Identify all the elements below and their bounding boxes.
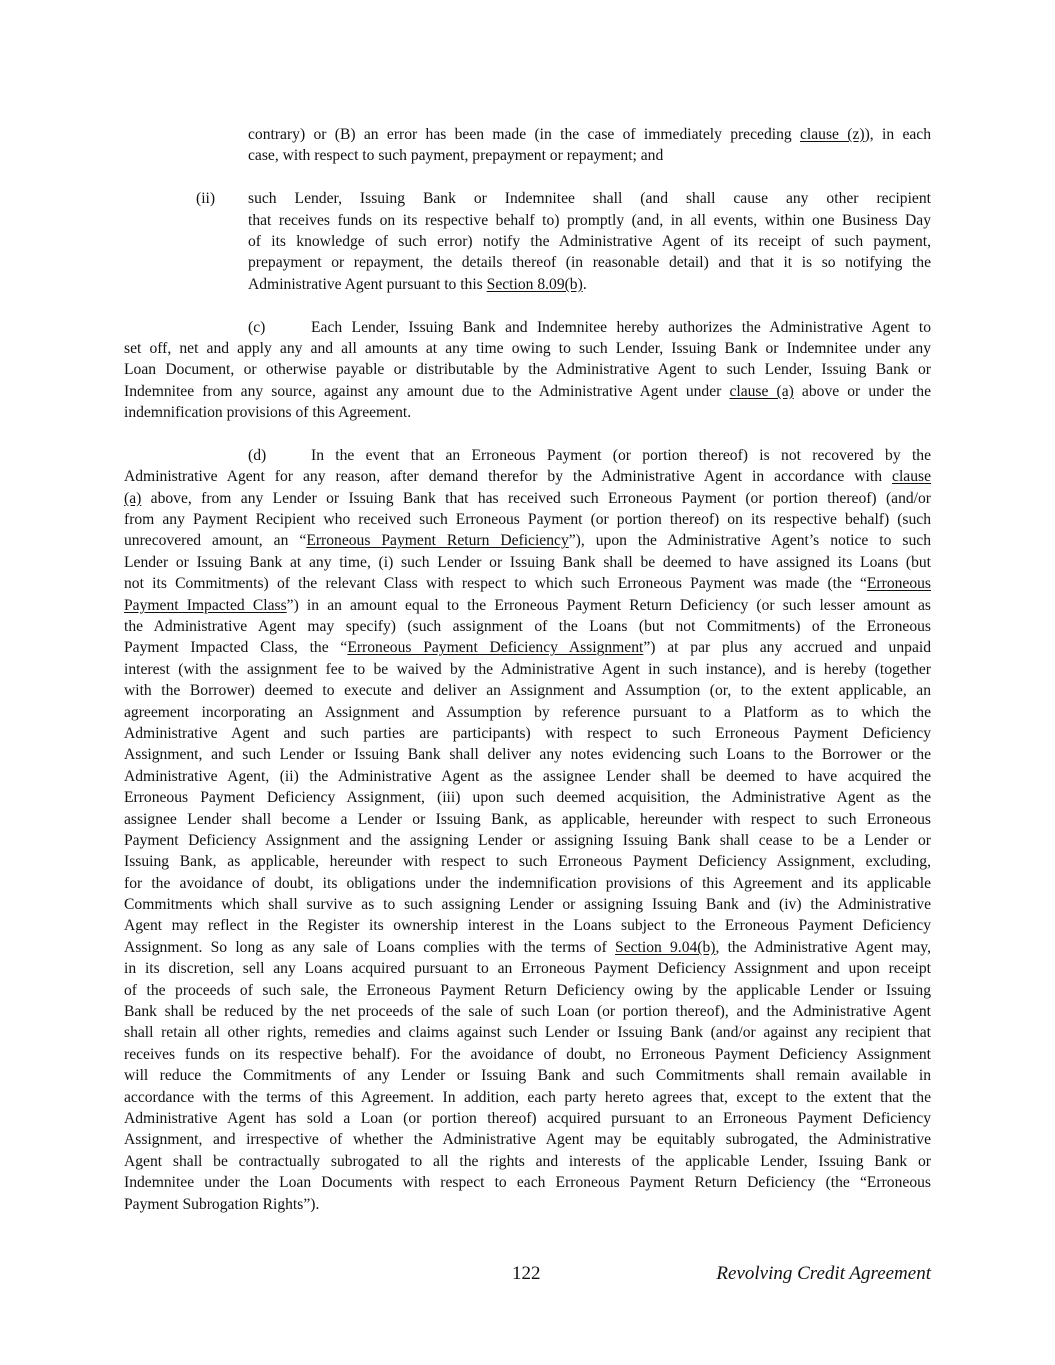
text-run: ”) in an amount equal to the Erroneous Payment Return Deficiency (or such lesser amount as [286, 596, 932, 614]
text-line-body [311, 445, 931, 466]
text-line-body [311, 317, 931, 338]
text-line [124, 659, 931, 680]
text-line [248, 274, 931, 295]
text-line [124, 809, 931, 830]
paragraph-c [124, 317, 931, 424]
text-line [124, 402, 931, 423]
text-line [124, 830, 931, 851]
text-line [124, 702, 931, 723]
text-run: will reduce the Commitments of any Lender or Issuing Bank and such Commitments shall remain available in [124, 1067, 931, 1085]
text-line [124, 530, 931, 551]
text-line [124, 1087, 931, 1108]
text-run: the Administrative Agent may specify) (such assignment of the Loans (but not Commitments) of the Erroneous [124, 617, 931, 635]
text-line [124, 595, 931, 616]
text-run: case, with respect to such payment, prepayment or repayment; and [248, 147, 664, 165]
text-run: from any Payment Recipient who received such Erroneous Payment (or portion thereof) on its respective behalf) (such [124, 511, 931, 529]
text-line [124, 1151, 931, 1172]
text-line [124, 1129, 931, 1150]
text-line [124, 766, 931, 787]
text-run: contrary) or (B) an error has been made (in the case of immediately preceding [248, 126, 800, 143]
text-line [124, 359, 931, 380]
text-run: Assignment, and such Lender or Issuing Bank shall deliver any notes evidencing such Loans to the Borrower or the [124, 746, 931, 764]
text-line [124, 573, 931, 594]
cross-reference: Erroneous [866, 575, 931, 593]
text-run: Assignment. So long as any sale of Loans complies with the terms of [124, 938, 616, 956]
text-run: that receives funds on its respective behalf to) promptly (and, in all events, within one Business Day [248, 211, 931, 229]
text-run: Administrative Agent pursuant to this [248, 275, 487, 293]
document-body [124, 124, 931, 1236]
text-line [124, 1194, 931, 1215]
text-run: In the event that an Erroneous Payment (or portion thereof) is not recovered by the [311, 446, 931, 464]
text-run: above or under the [793, 382, 932, 400]
paragraph [124, 124, 931, 167]
text-line [124, 980, 931, 1001]
cross-reference: Section 9.04(b) [615, 938, 716, 956]
cross-reference: Erroneous Payment Deficiency Assignment [347, 639, 644, 657]
text-run: prepayment or repayment, the details thereof (in reasonable detail) and that it is so notifying the [248, 254, 931, 272]
text-line [124, 787, 931, 808]
text-run: . [582, 275, 587, 293]
text-run: Agent shall be contractually subrogated to all the rights and interests of the applicable Lender, Issuing Bank or [124, 1152, 931, 1170]
text-run: Indemnitee from any source, against any amount due to the Administrative Agent under [124, 382, 730, 400]
text-line [196, 188, 931, 209]
text-run: Administrative Agent has sold a Loan (or portion thereof) acquired pursuant to an Erroneous Payment Deficiency [124, 1109, 931, 1127]
text-line [124, 488, 931, 509]
text-line [124, 616, 931, 637]
text-run: Lender or Issuing Bank at any time, (i) such Lender or Issuing Bank shall be deemed to have assigned its Loans (but [124, 553, 931, 571]
text-run: set off, net and apply any and all amounts at any time owing to such Lender, Issuing Bank or Indemnitee under any [124, 339, 931, 357]
text-run: Payment Impacted Class, the “ [124, 639, 348, 657]
text-run: interest (with the assignment fee to be waived by the Administrative Agent in such instance), and is hereby (together [124, 660, 931, 678]
text-line [124, 338, 931, 359]
document-title: Revolving Credit Agreement [716, 1263, 931, 1284]
text-line [124, 381, 931, 402]
text-run: ”) at par plus any accrued and unpaid [643, 639, 931, 657]
text-run: receives funds on its respective behalf). For the avoidance of doubt, no Erroneous Payment Deficiency Assignment [124, 1045, 931, 1063]
cross-reference: clause [892, 468, 931, 486]
text-line [124, 637, 931, 658]
text-run: for the avoidance of doubt, its obligations under the indemnification provisions of this Agreement and its applicable [124, 874, 931, 892]
cross-reference: (a) [124, 489, 142, 507]
text-line [124, 1044, 931, 1065]
paragraph-label: (ii) [196, 190, 216, 208]
page-footer [124, 1263, 931, 1289]
text-run: assignee Lender shall become a Lender or Issuing Bank, as applicable, hereunder with respect to such Erroneous [124, 810, 931, 828]
text-line [124, 1172, 931, 1193]
text-line [124, 744, 931, 765]
text-run: Commitments which shall survive as to such assigning Lender or assigning Issuing Bank and (iv) the Administrative [124, 896, 931, 914]
paragraph-ii [124, 188, 931, 295]
text-line [248, 210, 931, 231]
text-run: Indemnitee under the Loan Documents with respect to each Erroneous Payment Return Deficiency (the “Erroneous [124, 1174, 931, 1192]
text-run: Each Lender, Issuing Bank and Indemnitee hereby authorizes the Administrative Agent to [311, 318, 931, 336]
text-run: shall retain all other rights, remedies and claims against such Lender or Issuing Bank (and/or against any recipient that [124, 1024, 931, 1042]
text-line [124, 552, 931, 573]
text-line [124, 894, 931, 915]
text-run: ), in each [864, 126, 932, 143]
text-run: of the proceeds of such sale, the Erroneous Payment Return Deficiency owing by the applicable Lender or Issuing [124, 981, 931, 999]
text-line [124, 1108, 931, 1129]
text-run: of its knowledge of such error) notify the Administrative Agent of its receipt of such payment, [248, 232, 931, 250]
text-line [248, 124, 931, 145]
paragraph-label: (c) [248, 318, 266, 336]
text-line [124, 915, 931, 936]
text-line [124, 1022, 931, 1043]
text-run: with the Borrower) deemed to execute and deliver an Assignment and Assumption (or, to the extent applicable, an [124, 682, 931, 700]
text-run: Administrative Agent for any reason, after demand therefor by the Administrative Agent in accordance with [124, 468, 893, 486]
text-line-body [248, 188, 931, 209]
text-run: agreement incorporating an Assignment and Assumption by reference pursuant to a Platform as to which the [124, 703, 931, 721]
text-line [124, 509, 931, 530]
text-line [124, 1065, 931, 1086]
text-line [124, 445, 931, 466]
cross-reference: clause (a) [729, 382, 794, 400]
cross-reference: Erroneous Payment Return Deficiency [306, 532, 569, 550]
text-line [124, 958, 931, 979]
text-run: Payment Deficiency Assignment and the assigning Lender or assigning Issuing Bank shall cease to be a Lender or [124, 831, 931, 849]
text-run: Administrative Agent and such parties are participants) with respect to such Erroneous Payment Deficiency [124, 724, 931, 742]
text-run: unrecovered amount, an “ [124, 532, 307, 550]
text-run: Assignment, and irrespective of whether the Administrative Agent may be equitably subrogated, the Administrative [124, 1131, 931, 1149]
cross-reference: Payment Impacted Class [124, 596, 287, 614]
text-run: indemnification provisions of this Agreement. [124, 404, 412, 422]
text-line [248, 252, 931, 273]
cross-reference: Section 8.09(b) [486, 275, 583, 293]
paragraph-d [124, 445, 931, 1215]
text-line [124, 466, 931, 487]
text-line [248, 231, 931, 252]
text-run: such Lender, Issuing Bank or Indemnitee shall (and shall cause any other recipient [248, 190, 931, 208]
text-run: ”), upon the Administrative Agent’s notice to such [568, 532, 931, 550]
text-line [124, 1001, 931, 1022]
text-line [124, 317, 931, 338]
text-run: in its discretion, sell any Loans acquired pursuant to an Erroneous Payment Deficiency Assignment and upon receipt [124, 960, 931, 978]
text-run: accordance with the terms of this Agreement. In addition, each party hereto agrees that, except to the extent that the [124, 1088, 931, 1106]
text-line [124, 873, 931, 894]
text-run: above, from any Lender or Issuing Bank that has received such Erroneous Payment (or portion thereof) (and/or [141, 489, 931, 507]
text-run: , the Administrative Agent may, [715, 938, 931, 956]
text-line [124, 680, 931, 701]
cross-reference: clause (z) [800, 126, 865, 143]
text-run: Erroneous Payment Deficiency Assignment, (iii) upon such deemed acquisition, the Administrative Agent as the [124, 789, 931, 807]
text-run: Loan Document, or otherwise payable or distributable by the Administrative Agent to such Lender, Issuing Bank or [124, 361, 931, 379]
text-line [124, 937, 931, 958]
text-line [248, 145, 931, 166]
text-run: Administrative Agent, (ii) the Administrative Agent as the assignee Lender shall be deemed to have acquired the [124, 767, 931, 785]
text-run: Agent may reflect in the Register its ownership interest in the Loans subject to the Erroneous Payment Deficiency [124, 917, 931, 935]
text-run: Bank shall be reduced by the net proceeds of the sale of such Loan (or portion thereof), and the Administrative Agent [124, 1003, 931, 1021]
text-run: not its Commitments) of the relevant Class with respect to which such Erroneous Payment was made (the “ [124, 575, 867, 593]
text-line [124, 723, 931, 744]
paragraph-label: (d) [248, 446, 267, 464]
text-run: Issuing Bank, as applicable, hereunder with respect to such Erroneous Payment Deficiency Assignment, excluding, [124, 853, 931, 871]
page-number: 122 [512, 1263, 541, 1284]
text-line [124, 851, 931, 872]
text-run: Payment Subrogation Rights”). [124, 1195, 320, 1213]
